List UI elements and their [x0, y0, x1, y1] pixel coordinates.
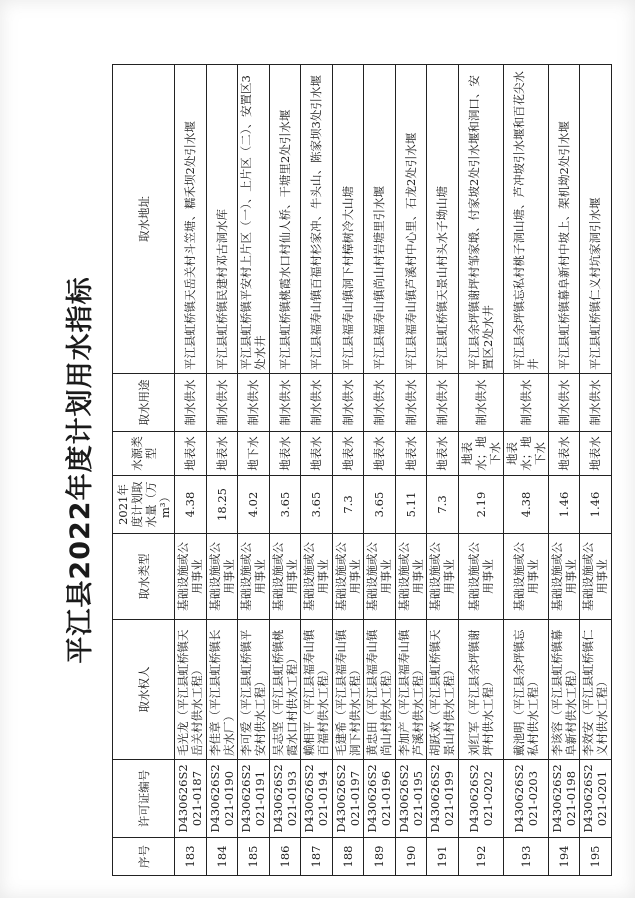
cell-use: 制水供水: [503, 374, 548, 432]
cell-no: 183: [175, 838, 207, 876]
cell-source: 地表水: [364, 432, 396, 476]
cell-no: 185: [238, 838, 270, 876]
cell-type: 基础设施或公用事业: [458, 534, 503, 620]
header-type: 取水类型: [113, 534, 175, 620]
cell-amount: 3.65: [269, 476, 301, 534]
cell-owner: 李效安（平江县虹桥镇仁义村供水工程）: [580, 620, 612, 760]
cell-address: 平江县虹桥镇幕阜新村中坡上、架机坳2处引水堰: [548, 65, 580, 374]
cell-no: 194: [548, 838, 580, 876]
cell-address: 平江县福寿山镇洞下村樟树冷大山塘: [332, 65, 364, 374]
cell-amount: 1.46: [548, 476, 580, 534]
cell-owner: 刘红军（平江县余坪镇谢坪村供水工程）: [458, 620, 503, 760]
cell-amount: 3.65: [301, 476, 333, 534]
cell-owner: 戴池明（平江县余坪镇忘私村供水工程）: [503, 620, 548, 760]
cell-amount: 1.46: [580, 476, 612, 534]
cell-address: 平江县福寿山镇芦溪村中心里、石龙2处引水堰: [395, 65, 427, 374]
cell-source: 地表水: [427, 432, 459, 476]
table-row: [332, 65, 364, 876]
cell-owner: 李佳章（平江县虹桥镇长庆水厂）: [206, 620, 238, 760]
cell-owner: 黄忠田（平江县福寿山镇尚山村供水工程）: [364, 620, 396, 760]
header-amount: 2021年度计划取水量（万m³）: [113, 476, 175, 534]
cell-address: 平江县虹桥镇天景山村头水子坳山塘: [427, 65, 459, 374]
cell-license: D430626S2021-0198: [548, 760, 580, 838]
cell-address: 平江县虹桥镇仁义村坑家洞引水堰: [580, 65, 612, 374]
cell-type: 基础设施或公用事业: [580, 534, 612, 620]
cell-no: 187: [301, 838, 333, 876]
cell-source: 地表水: [206, 432, 238, 476]
cell-license: D430626S2021-0194: [301, 760, 333, 838]
document-page: [56, 60, 610, 880]
cell-source: 地表水: [175, 432, 207, 476]
cell-use: 制水供水: [458, 374, 503, 432]
cell-owner: 胡跃欢（平江县虹桥镇天景山村供水工程）: [427, 620, 459, 760]
cell-type: 基础设施或公用事业: [206, 534, 238, 620]
table-body: [175, 65, 612, 876]
cell-license: D430626S2021-0202: [458, 760, 503, 838]
cell-use: 制水供水: [175, 374, 207, 432]
cell-use: 制水供水: [206, 374, 238, 432]
cell-type: 基础设施或公用事业: [503, 534, 548, 620]
cell-source: 地表水: [301, 432, 333, 476]
cell-owner: 李可爱（平江县虹桥镇平安村供水工程）: [238, 620, 270, 760]
cell-type: 基础设施或公用事业: [238, 534, 270, 620]
cell-source: 地表水: [332, 432, 364, 476]
table-row: [238, 65, 270, 876]
table-row: [503, 65, 548, 876]
header-address: 取水地址: [113, 65, 175, 374]
cell-no: 191: [427, 838, 459, 876]
header-owner: 取水权人: [113, 620, 175, 760]
cell-address: 平江县福寿山镇尚山村岩塘里引水堰: [364, 65, 396, 374]
table-row: [548, 65, 580, 876]
header-use: 取水用途: [113, 374, 175, 432]
cell-no: 195: [580, 838, 612, 876]
cell-amount: 2.19: [458, 476, 503, 534]
table-row: [364, 65, 396, 876]
cell-amount: 7.3: [427, 476, 459, 534]
cell-license: D430626S2021-0201: [580, 760, 612, 838]
cell-type: 基础设施或公用事业: [548, 534, 580, 620]
cell-use: 制水供水: [580, 374, 612, 432]
quota-table: [112, 64, 612, 876]
table-row: [175, 65, 207, 876]
header-source: 水源类型: [113, 432, 175, 476]
cell-type: 基础设施或公用事业: [332, 534, 364, 620]
cell-owner: 毛光龙（平江县虹桥镇天岳关村供水工程）: [175, 620, 207, 760]
cell-owner: 李该容（平江县虹桥镇幕阜新村供水工程）: [548, 620, 580, 760]
cell-no: 188: [332, 838, 364, 876]
cell-use: 制水供水: [238, 374, 270, 432]
cell-no: 184: [206, 838, 238, 876]
cell-type: 基础设施或公用事业: [269, 534, 301, 620]
cell-use: 制水供水: [364, 374, 396, 432]
table-row: [427, 65, 459, 876]
cell-use: 制水供水: [548, 374, 580, 432]
header-no: 序号: [113, 838, 175, 876]
cell-source: 地表水: [269, 432, 301, 476]
cell-address: 平江县福寿山镇百福村杉家冲、牛头山、陈家坝3处引水堰: [301, 65, 333, 374]
table-row: [395, 65, 427, 876]
cell-source: 地下水: [238, 432, 270, 476]
cell-type: 基础设施或公用事业: [364, 534, 396, 620]
cell-license: D430626S2021-0191: [238, 760, 270, 838]
cell-source: 地表水；地下水: [458, 432, 503, 476]
document-title: 平江县2022年度计划用水指标: [65, 276, 96, 664]
cell-use: 制水供水: [427, 374, 459, 432]
cell-amount: 18.25: [206, 476, 238, 534]
cell-address: 平江县虹桥镇天岳关村斗笠塘、糯禾坝2处引水堰: [175, 65, 207, 374]
table-row: [269, 65, 301, 876]
cell-no: 189: [364, 838, 396, 876]
cell-amount: 5.11: [395, 476, 427, 534]
cell-license: D430626S2021-0199: [427, 760, 459, 838]
cell-amount: 7.3: [332, 476, 364, 534]
cell-type: 基础设施或公用事业: [175, 534, 207, 620]
cell-owner: 李加产（平江县福寿山镇芦溪村供水工程）: [395, 620, 427, 760]
cell-use: 制水供水: [395, 374, 427, 432]
cell-type: 基础设施或公用事业: [301, 534, 333, 620]
cell-amount: 3.65: [364, 476, 396, 534]
cell-address: 平江县余坪镇谢坪村邹家塅、付家坡2处引水堰和洞口、安置区2处水井: [458, 65, 503, 374]
cell-use: 制水供水: [301, 374, 333, 432]
table-row: [301, 65, 333, 876]
table-header-row: [113, 65, 175, 876]
cell-owner: 赖相平（平江县福寿山镇百福村供水工程）: [301, 620, 333, 760]
cell-address: 平江县余坪镇忘私村桃子洞山塘、芦冲坡引水堰和百花尖水井: [503, 65, 548, 374]
cell-type: 基础设施或公用事业: [427, 534, 459, 620]
cell-source: 地表水；地下水: [503, 432, 548, 476]
cell-source: 地表水: [548, 432, 580, 476]
cell-license: D430626S2021-0197: [332, 760, 364, 838]
table-row: [458, 65, 503, 876]
cell-license: D430626S2021-0203: [503, 760, 548, 838]
cell-address: 平江县虹桥镇平安村上片区（一）、上片区（二）、安置区3处水井: [238, 65, 270, 374]
cell-license: D430626S2021-0196: [364, 760, 396, 838]
cell-license: D430626S2021-0187: [175, 760, 207, 838]
table-row: [580, 65, 612, 876]
cell-address: 平江县虹桥镇桃霞水口村仙人桥、干塘里2处引水堰: [269, 65, 301, 374]
cell-use: 制水供水: [269, 374, 301, 432]
cell-use: 制水供水: [332, 374, 364, 432]
cell-license: D430626S2021-0190: [206, 760, 238, 838]
cell-amount: 4.38: [503, 476, 548, 534]
cell-owner: 吴志坚（平江县虹桥镇桃霞水口村供水工程）: [269, 620, 301, 760]
cell-license: D430626S2021-0195: [395, 760, 427, 838]
cell-license: D430626S2021-0193: [269, 760, 301, 838]
header-license: 许可证编号: [113, 760, 175, 838]
cell-amount: 4.38: [175, 476, 207, 534]
cell-source: 地表水: [580, 432, 612, 476]
cell-source: 地表水: [395, 432, 427, 476]
cell-no: 193: [503, 838, 548, 876]
cell-no: 192: [458, 838, 503, 876]
cell-no: 190: [395, 838, 427, 876]
cell-no: 186: [269, 838, 301, 876]
cell-amount: 4.02: [238, 476, 270, 534]
cell-owner: 毛建希（平江县福寿山镇洞下村供水工程）: [332, 620, 364, 760]
cell-type: 基础设施或公用事业: [395, 534, 427, 620]
cell-address: 平江县虹桥镇民建村邓古洞水库: [206, 65, 238, 374]
table-row: [206, 65, 238, 876]
